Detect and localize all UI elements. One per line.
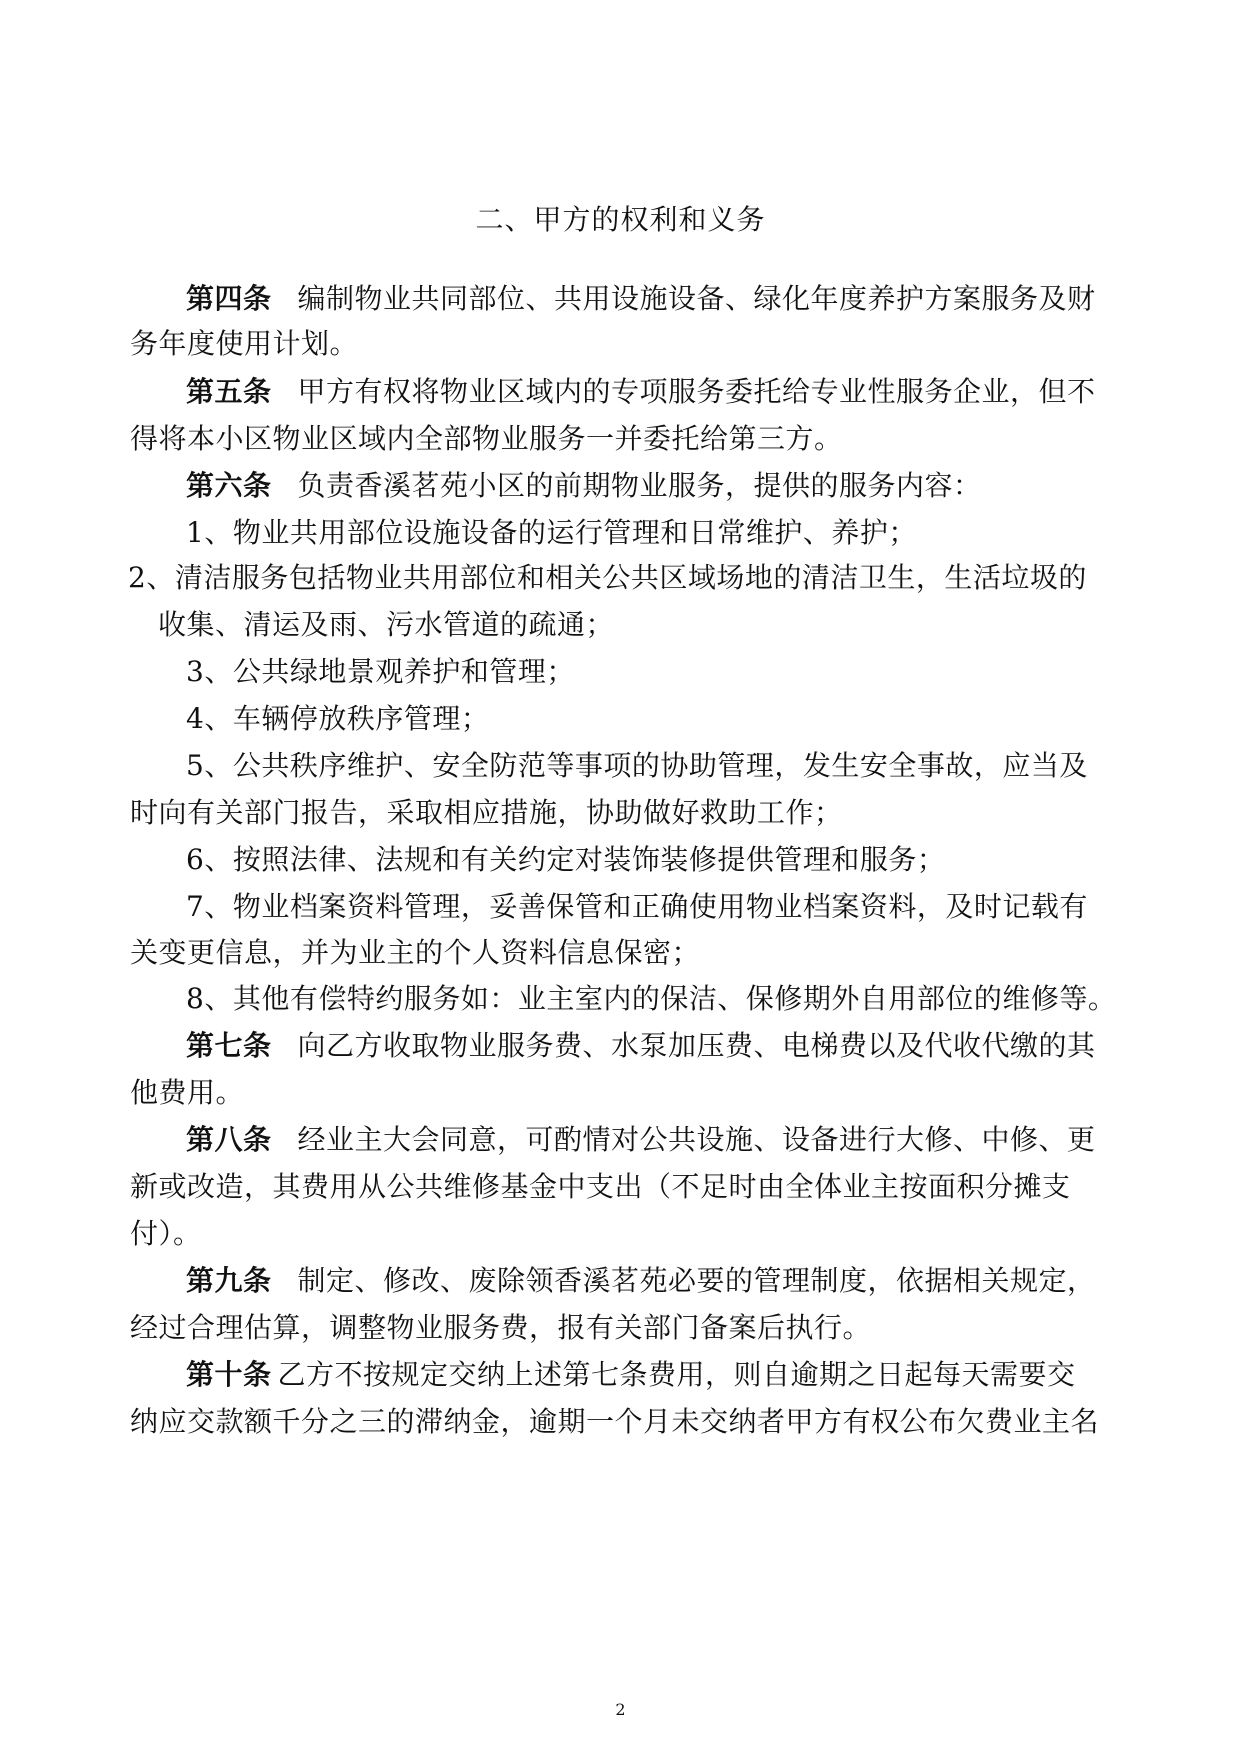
article-7-text-1: 向乙方收取物业服务费、水泵加压费、电梯费以及代收代缴的其 bbox=[297, 1029, 1096, 1062]
article-4-line-2: 务年度使用计划。 bbox=[130, 327, 359, 360]
article-7-line-1 bbox=[186, 1024, 1120, 1068]
article-6-item-8: 8、其他有偿特约服务如：业主室内的保洁、保修期外自用部位的维修等。 bbox=[186, 982, 1117, 1015]
article-7-line-2: 他费用。 bbox=[130, 1076, 245, 1109]
article-6-item-7-line-2: 关变更信息，并为业主的个人资料信息保密； bbox=[130, 936, 701, 969]
article-6-line-1 bbox=[186, 464, 1120, 508]
article-4-label: 第四条 bbox=[186, 282, 272, 315]
article-5-line-2: 得将本小区物业区域内全部物业服务一并委托给第三方。 bbox=[130, 422, 843, 455]
article-8-line-2: 新或改造，其费用从公共维修基金中支出（不足时由全体业主按面积分摊支 bbox=[130, 1170, 1071, 1203]
article-5-label: 第五条 bbox=[186, 375, 272, 408]
article-6-item-5-line-1: 5、公共秩序维护、安全防范等事项的协助管理，发生安全事故，应当及 bbox=[186, 749, 1088, 782]
article-7-label: 第七条 bbox=[186, 1029, 272, 1062]
article-9-line-2: 经过合理估算，调整物业服务费，报有关部门备案后执行。 bbox=[130, 1311, 872, 1344]
article-5-line-1 bbox=[186, 370, 1120, 414]
article-10-line-1 bbox=[186, 1353, 1120, 1397]
article-6-item-4: 4、车辆停放秩序管理； bbox=[186, 702, 490, 735]
article-4-text-1: 编制物业共同部位、共用设施设备、绿化年度养护方案服务及财 bbox=[297, 282, 1096, 315]
article-6-text-1: 负责香溪茗苑小区的前期物业服务，提供的服务内容： bbox=[297, 469, 982, 502]
article-6-item-3: 3、公共绿地景观养护和管理； bbox=[186, 655, 575, 688]
article-8-line-1 bbox=[186, 1118, 1120, 1162]
article-10-text-1: 乙方不按规定交纳上述第七条费用，则自逾期之日起每天需要交 bbox=[277, 1358, 1076, 1391]
article-10-line-2: 纳应交款额千分之三的滞纳金，逾期一个月未交纳者甲方有权公布欠费业主名 bbox=[130, 1405, 1100, 1438]
section-title: 二、甲方的权利和义务 bbox=[475, 203, 766, 236]
article-10-label: 第十条 bbox=[186, 1358, 272, 1391]
article-6-item-2-line-1: 2、清洁服务包括物业共用部位和相关公共区域场地的清洁卫生，生活垃圾的 bbox=[128, 561, 1087, 594]
article-6-item-1: 1、物业共用部位设施设备的运行管理和日常维护、养护； bbox=[186, 516, 917, 549]
article-9-line-1 bbox=[186, 1259, 1120, 1303]
article-8-text-1: 经业主大会同意，可酌情对公共设施、设备进行大修、中修、更 bbox=[297, 1123, 1096, 1156]
article-4-line-1 bbox=[186, 277, 1120, 321]
article-9-text-1: 制定、修改、废除领香溪茗苑必要的管理制度，依据相关规定， bbox=[297, 1264, 1096, 1297]
article-6-label: 第六条 bbox=[186, 469, 272, 502]
article-8-line-3: 付）。 bbox=[130, 1217, 202, 1250]
article-6-item-2-line-2: 收集、清运及雨、污水管道的疏通； bbox=[158, 608, 615, 641]
article-8-label: 第八条 bbox=[186, 1123, 272, 1156]
article-5-text-1: 甲方有权将物业区域内的专项服务委托给专业性服务企业，但不 bbox=[297, 375, 1096, 408]
article-6-item-5-line-2: 时向有关部门报告，采取相应措施，协助做好救助工作； bbox=[130, 796, 843, 829]
article-6-item-6: 6、按照法律、法规和有关约定对装饰装修提供管理和服务； bbox=[186, 843, 946, 876]
article-6-item-7-line-1: 7、物业档案资料管理，妥善保管和正确使用物业档案资料，及时记载有 bbox=[186, 890, 1088, 923]
page-number: 2 bbox=[615, 1700, 626, 1719]
article-9-label: 第九条 bbox=[186, 1264, 272, 1297]
